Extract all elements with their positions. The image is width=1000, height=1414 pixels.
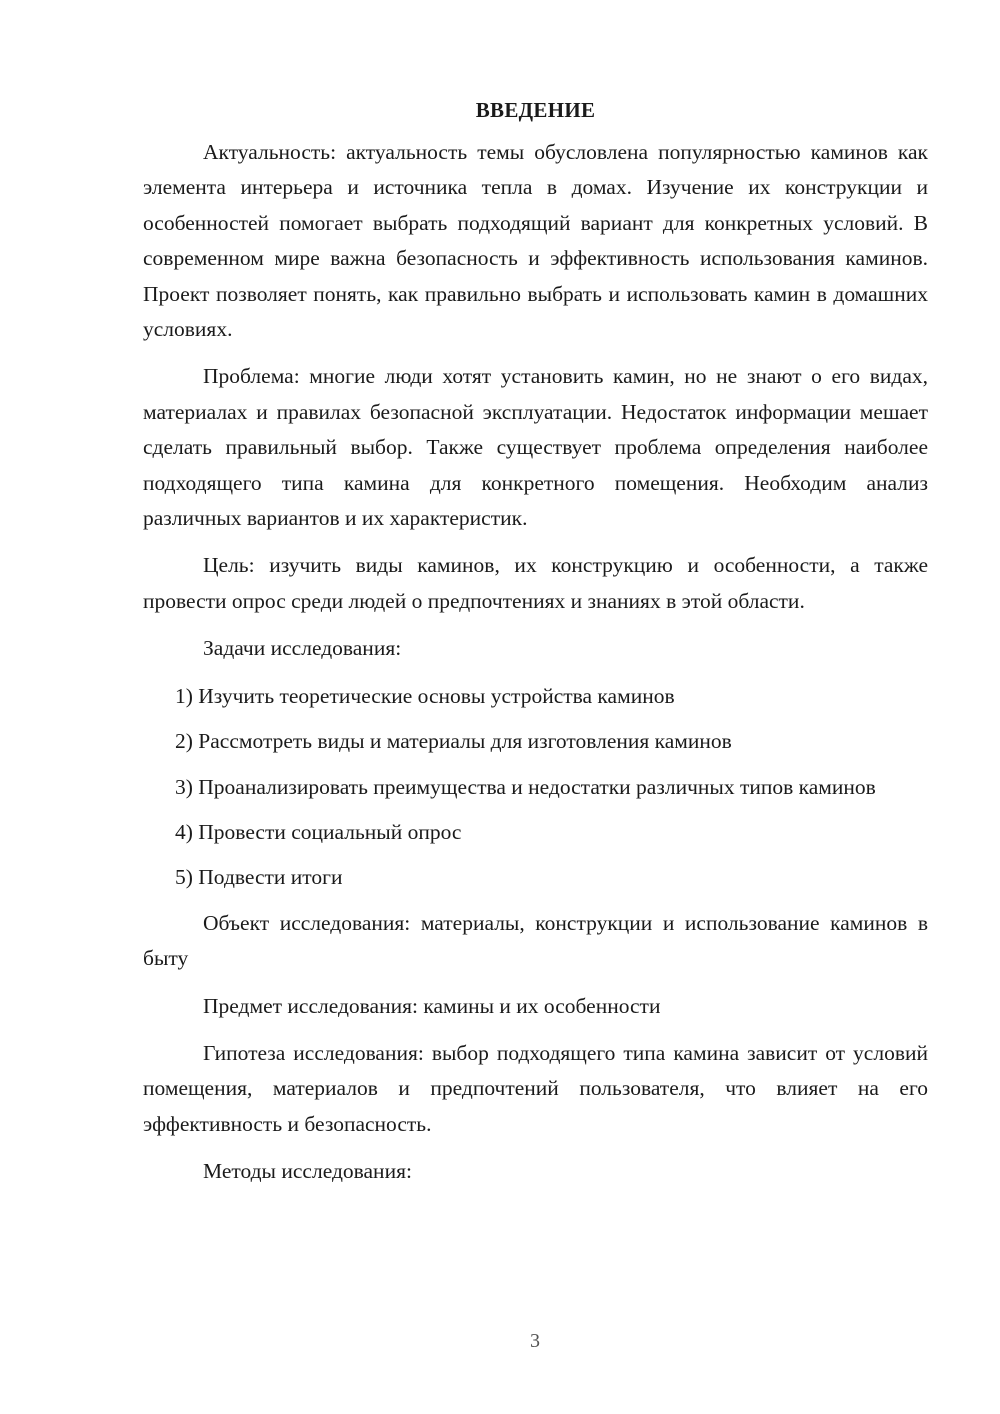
paragraph-hypothesis: Гипотеза исследования: выбор подходящего типа камина зависит от условий помещения, материалов и предпочтений пользователя, что влияет на его эффективность и безопасность. <box>143 1040 928 1136</box>
tasks-heading: Задачи исследования: <box>203 636 402 661</box>
page-number: 3 <box>530 1330 540 1352</box>
paragraph-relevance: Актуальность: актуальность темы обусловлена популярностью каминов как элемента интерьера и источника тепла в домах. Изучение их конструкции и особенностей помогает выбрать подходящий вариант для конкретных условий. В современном мире важна безопасность и эффективность использования каминов. Проект позволяет понять, как правильно выбрать и использовать камин в домашних условиях. <box>143 140 928 342</box>
paragraph-goal: Цель: изучить виды каминов, их конструкцию и особенности, а также провести опрос среди людей о предпочтениях и знаниях в этой области. <box>143 553 928 613</box>
task-item-5: 5) Подвести итоги <box>175 865 343 890</box>
document-page <box>143 92 928 1202</box>
section-title: ВВЕДЕНИЕ <box>475 98 596 122</box>
task-item-4: 4) Провести социальный опрос <box>175 819 462 844</box>
task-item-3: 3) Проанализировать преимущества и недостатки различных типов каминов <box>175 774 876 799</box>
paragraph-object: Объект исследования: материалы, конструкции и использование каминов в быту <box>143 910 928 971</box>
task-item-1: 1) Изучить теоретические основы устройства каминов <box>175 683 675 708</box>
paragraph-subject: Предмет исследования: камины и их особенности <box>203 993 661 1018</box>
task-item-2: 2) Рассмотреть виды и материалы для изготовления каминов <box>175 729 732 754</box>
paragraph-problem: Проблема: многие люди хотят установить камин, но не знают о его видах, материалах и правилах безопасной эксплуатации. Недостаток информации мешает сделать правильный выбор. Также существует проблема определения наиболее подходящего типа камина для конкретного помещения. Необходим анализ различных вариантов и их характеристик. <box>143 364 928 531</box>
methods-heading: Методы исследования: <box>203 1159 412 1184</box>
